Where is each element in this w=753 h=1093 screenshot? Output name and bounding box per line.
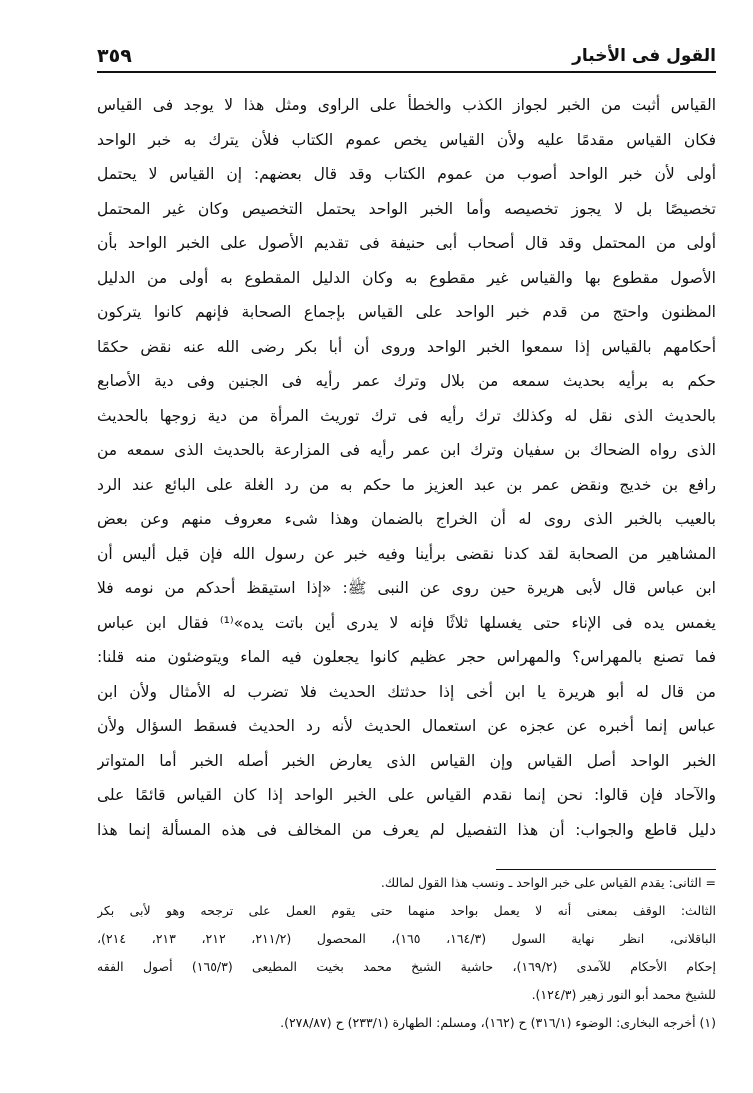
text-line: الذى رواه الضحاك بن سفيان وترك ابن عمر رأيه فى المزارعة بالحديث الذى سمعه من: [97, 441, 716, 459]
text-line: يغمس يده فى الإناء حتى يغسلها ثلاثًا فإنه لا يدرى أين باتت يده»⁽¹⁾ فقال ابن عباس: [97, 613, 716, 632]
text-line: أحكامهم بالقياس إذا سمعوا الخبر الواحد وروى أن أبا بكر رضى الله عنه نقض حكمًا: [97, 337, 716, 356]
footnote-line: الثالث: الوقف بمعنى أنه لا يعمل بواحد منهما حتى يقوم العمل على ترجحه وهو لأبى بكر: [97, 903, 716, 918]
footnote-line: الباقلانى، انظر نهاية السول (١٦٤/٣، ١٦٥)، المحصول (٢١١/٢، ٢١٢، ٢١٣، ٢١٤)،: [97, 931, 716, 946]
text-line: فما تصنع بالمهراس؟ والمهراس حجر عظيم كانوا يجعلون فيه الماء ويتوضئون منه قلنا:: [97, 648, 716, 666]
text-line: تخصيصًا بل لا يجوز تخصيصه وأما الخبر الواحد يحتمل التخصيص وكان غير المحتمل: [97, 199, 716, 218]
footnotes: [97, 869, 716, 1037]
footnote-line: إحكام الأحكام للآمدى (١٦٩/٢)، حاشية الشيخ محمد بخيت المطيعى (١٦٥/٣) أصول الفقه: [97, 959, 716, 974]
footnote-line: للشيخ محمد أبو النور زهير (١٢٤/٣).: [531, 987, 716, 1002]
text-line: حكم به برأيه بحديث سمعه من بلال وترك عمر رأيه فى الجنين وفى دية الأصابع: [97, 372, 716, 390]
text-line: رافع بن خديج ونقض عمر بن عبد العزيز ما حكم به من رد الغلة على البائع عند الرد: [97, 475, 716, 494]
footnote-line: = الثانى: يقدم القياس على خبر الواحد ـ ونسب هذا القول لمالك.: [380, 875, 716, 890]
page-number: ٣٥٩: [97, 45, 132, 67]
text-line: ابن عباس قال لأبى هريرة حين روى عن النبى ﷺ: «إذا استيقظ أحدكم من نومه فلا: [97, 579, 716, 597]
text-line: دليل قاطع والجواب: أن هذا التفصيل لم يعرف من المخالف فى هذه المسألة إنما هذا: [97, 820, 716, 839]
header-title: القول فى الأخبار: [572, 46, 716, 66]
running-header: [97, 42, 716, 72]
text-line: المظنون واحتج من قدم خبر الواحد على القياس بإجماع الصحابة فإنهم كانوا يتركون: [97, 303, 716, 321]
text-line: فكان القياس مقدمًا عليه ولأن القياس يخص عموم الكتاب فلأن يترك به خبر الواحد: [97, 130, 716, 149]
text-line: القياس أثبت من الخبر لجواز الكذب والخطأ على الراوى ومثل هذا لا يوجد فى القياس: [97, 96, 716, 114]
text-line: الخبر الواحد أصل القياس وإن القياس الذى يعارض الخبر أصله الخبر أما المتواتر: [97, 751, 716, 770]
text-line: أولى لأن خبر الواحد أصوب من عموم الكتاب وقد قال بعضهم: إن القياس لا يحتمل: [97, 165, 716, 183]
text-line: المشاهير من الصحابة لقد كدنا نقضى برأينا وفيه خبر عن رسول الله فإن قيل أليس أن: [97, 544, 716, 563]
header-rule: [97, 71, 716, 73]
text-line: عباس إنما أخبره عن عجزه عن استعمال الحديث لأنه رد الحديث فسقط السؤال ولأن: [97, 717, 716, 735]
text-line: بالعيب بالخبر الذى روى له أن الخراج بالضمان وهذا شىء معروف منهم وعن بعض: [97, 510, 716, 528]
text-line: بالحديث الذى نقل له وكذلك ترك رأيه فى ترك توريث المرأة من دية زوجها بالحديث: [97, 406, 716, 425]
main-text: [97, 88, 716, 847]
text-line: والآحاد فإن قالوا: نحن إنما نقدم القياس على الخبر الواحد إذا كان القياس قائمًا على: [97, 786, 716, 804]
footnote-line: (١) أخرجه البخارى: الوضوء (٣١٦/١) ح (١٦٢)، ومسلم: الطهارة (٢٣٣/١) ح (٢٧٨/٨٧).: [280, 1015, 716, 1030]
text-line: أولى من المحتمل وقد قال أصحاب أبى حنيفة فى تقديم الأصول على الخبر الواحد بأن: [97, 234, 716, 252]
text-line: الأصول مقطوع بها والقياس غير مقطوع به وكان الدليل المقطوع به أولى من الدليل: [97, 268, 716, 287]
text-line: من قال له أبو هريرة يا ابن أخى إذا حدثتك الحديث فلا تضرب له الأمثال ولأن ابن: [97, 682, 716, 701]
